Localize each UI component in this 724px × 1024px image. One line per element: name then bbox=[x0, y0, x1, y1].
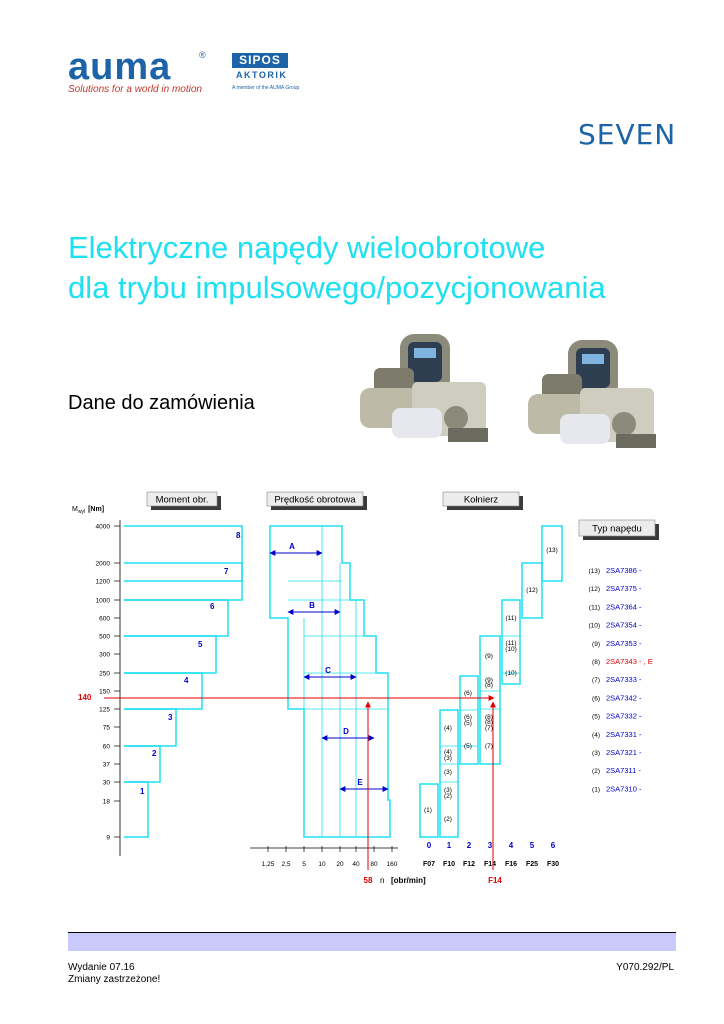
drive-type-code: 2SA7375 - bbox=[606, 584, 642, 594]
drive-type-code: 2SA7311 - bbox=[606, 766, 641, 776]
torque-tick-label: 1000 bbox=[95, 597, 110, 605]
drive-type-number: (4) bbox=[592, 731, 600, 739]
title-line-2: dla trybu impulsowego/pozycjonowania bbox=[68, 270, 606, 305]
drive-type-code: 2SA7354 - bbox=[606, 620, 642, 630]
speed-tick-label: 10 bbox=[318, 861, 326, 868]
flange-cell-label: (6) bbox=[464, 690, 472, 697]
speed-tick-label: 5 bbox=[302, 861, 306, 868]
flange-size-code: F30 bbox=[546, 861, 560, 868]
flange-size-code: F16 bbox=[504, 861, 518, 868]
flange-size-number: 0 bbox=[426, 841, 432, 850]
torque-tick-label: 37 bbox=[102, 761, 110, 769]
flange-cell-label: (10) bbox=[505, 646, 517, 653]
changes-note: Zmiany zastrzeżone! bbox=[68, 974, 161, 985]
auma-tagline: Solutions for a world in motion bbox=[68, 84, 202, 95]
flange-size-number: 5 bbox=[529, 841, 535, 850]
registered-mark: ® bbox=[199, 50, 206, 60]
flange-cell-label: (12) bbox=[526, 587, 538, 594]
flange-cell-label: (2) bbox=[444, 793, 452, 800]
header-drive-type-label: Typ napędu bbox=[592, 523, 642, 535]
drive-type-number: (11) bbox=[588, 604, 600, 612]
drive-type-code: 2SA7333 - bbox=[606, 675, 642, 685]
flange-size-code: F07 bbox=[422, 861, 436, 868]
torque-size-label: 5 bbox=[198, 640, 203, 649]
flange-cell-label: (5) bbox=[464, 743, 472, 750]
speed-axis-ticks bbox=[262, 846, 398, 868]
drive-type-code: 2SA7342 - bbox=[606, 693, 642, 703]
flange-size-code: F10 bbox=[442, 861, 456, 868]
torque-tick-label: 125 bbox=[99, 706, 110, 714]
torque-size-label: 8 bbox=[236, 531, 241, 540]
torque-axis-ticks bbox=[96, 524, 120, 842]
flange-cell-label: (6) bbox=[464, 714, 472, 721]
flange-size-code: F12 bbox=[462, 861, 476, 868]
flange-size-labels bbox=[423, 841, 559, 868]
footer-bar bbox=[68, 932, 676, 951]
flange-cell-label: (8) bbox=[485, 682, 493, 689]
flange-cell-label: (3) bbox=[444, 787, 452, 794]
flange-cell-labels bbox=[424, 547, 558, 823]
auma-brand: auma bbox=[68, 46, 172, 88]
speed-tick-label: 160 bbox=[386, 861, 398, 868]
flange-cell-label: (1) bbox=[424, 807, 432, 814]
drive-type-number: (10) bbox=[588, 622, 600, 630]
drive-type-number: (13) bbox=[588, 568, 600, 575]
speed-tick-label: 2,5 bbox=[281, 861, 291, 868]
drive-type-code: 2SA7386 - bbox=[606, 566, 642, 575]
torque-size-label: 4 bbox=[184, 676, 189, 685]
flange-cell-label: (3) bbox=[444, 769, 452, 776]
flange-size-number: 1 bbox=[446, 841, 452, 850]
sipos-brand: SIPOS bbox=[232, 53, 288, 68]
speed-outline bbox=[270, 526, 390, 837]
flange-cell-label: (7) bbox=[485, 725, 493, 732]
drive-type-code: 2SA7321 - bbox=[606, 748, 642, 757]
speed-range-label: A bbox=[289, 542, 295, 551]
speed-range-label: C bbox=[325, 666, 331, 675]
torque-tick-label: 300 bbox=[99, 651, 110, 659]
speed-panel bbox=[270, 526, 390, 837]
drive-type-number: (2) bbox=[592, 768, 600, 776]
subtitle: Dane do zamówienia bbox=[68, 392, 255, 414]
flange-cell-label: (11) bbox=[505, 615, 517, 622]
torque-size-label: 6 bbox=[210, 602, 215, 611]
flange-cell-label: (8) bbox=[485, 714, 493, 721]
drive-type-code: 2SA7353 - bbox=[606, 638, 642, 648]
flange-size-number: 4 bbox=[508, 841, 514, 850]
header-flange-label: Kołnierz bbox=[463, 494, 499, 506]
flange-cell-label: (8) bbox=[485, 719, 493, 726]
drive-type-code: 2SA7331 - bbox=[606, 729, 642, 739]
speed-tick-label: 80 bbox=[370, 861, 378, 868]
torque-size-label: 1 bbox=[140, 787, 145, 796]
torque-tick-label: 600 bbox=[99, 615, 110, 623]
drive-type-number: (7) bbox=[592, 677, 600, 685]
header-speed-label: Prędkość obrotowa bbox=[274, 494, 356, 506]
flange-cell-label: (5) bbox=[464, 720, 472, 727]
header-speed bbox=[267, 492, 367, 510]
torque-tick-label: 1200 bbox=[95, 578, 110, 586]
speed-axis-label: n bbox=[380, 876, 385, 885]
title-line-1: Elektryczne napędy wieloobrotowe bbox=[68, 230, 546, 265]
torque-tick-label: 250 bbox=[99, 670, 110, 678]
sipos-logo bbox=[232, 53, 332, 93]
flange-cell-label: (4) bbox=[444, 749, 452, 756]
actuator-illustration-1 bbox=[360, 334, 488, 442]
drive-type-list bbox=[588, 566, 652, 793]
flange-cell-label: (11) bbox=[505, 640, 517, 647]
auma-logo bbox=[68, 46, 218, 95]
header-moment bbox=[147, 492, 221, 510]
torque-tick-label: 18 bbox=[102, 798, 110, 806]
page-title bbox=[68, 228, 688, 308]
torque-tick-label: 30 bbox=[102, 779, 110, 787]
sipos-sub: AKTORIK bbox=[236, 70, 288, 80]
torque-size-label: 3 bbox=[168, 713, 173, 722]
speed-tick-label: 20 bbox=[336, 861, 344, 868]
flange-size-code: F14 bbox=[483, 861, 497, 868]
doc-code: Y070.292/PL bbox=[616, 962, 674, 973]
speed-range-label: D bbox=[343, 727, 349, 736]
torque-tick-label: 60 bbox=[102, 743, 110, 751]
torque-tick-label: 2000 bbox=[95, 560, 110, 568]
drive-type-number: (6) bbox=[592, 695, 600, 703]
speed-range-label: B bbox=[309, 601, 315, 610]
torque-axis-label: $M_{wyl}$ [Nm] bbox=[72, 506, 105, 515]
torque-block bbox=[124, 673, 202, 709]
flange-size-number: 6 bbox=[550, 841, 556, 850]
drive-type-number: (5) bbox=[592, 713, 600, 721]
speed-tick-label: 40 bbox=[352, 861, 360, 868]
flange-cell-label: (10) bbox=[505, 670, 517, 677]
drive-type-code: 2SA7364 - bbox=[606, 602, 642, 612]
flange-cell-label: (13) bbox=[546, 547, 558, 554]
torque-tick-label: 500 bbox=[99, 633, 110, 641]
speed-tick-label: 1,25 bbox=[261, 861, 275, 868]
drive-type-number: (3) bbox=[592, 750, 600, 757]
header-flange bbox=[443, 492, 523, 510]
flange-size-number: 3 bbox=[487, 841, 493, 850]
header-moment-label: Moment obr. bbox=[155, 494, 209, 506]
flange-cell-label: (9) bbox=[485, 653, 493, 660]
header-drive-type bbox=[579, 520, 659, 540]
sipos-tagline: A member of the AUMA Group bbox=[232, 85, 300, 91]
torque-size-blocks bbox=[124, 526, 242, 837]
flange-size-number: 2 bbox=[466, 841, 472, 850]
torque-size-label: 7 bbox=[224, 567, 229, 576]
selection-chart bbox=[60, 490, 680, 890]
actuator-photos bbox=[352, 332, 682, 462]
drive-type-number: (9) bbox=[592, 640, 600, 648]
torque-marked-value: 140 bbox=[78, 693, 92, 702]
selected-flange: F14 bbox=[488, 876, 502, 885]
torque-tick-label: 9 bbox=[106, 834, 110, 842]
torque-tick-label: 75 bbox=[102, 724, 110, 732]
drive-type-code: 2SA7332 - bbox=[606, 711, 642, 721]
drive-type-code: 2SA7310 - bbox=[606, 784, 642, 794]
torque-tick-label: 4000 bbox=[95, 523, 110, 531]
drive-type-code: 2SA7343 - , E bbox=[606, 657, 653, 666]
flange-cell-label: (7) bbox=[485, 743, 493, 750]
flange-cell-label: (3) bbox=[444, 755, 452, 762]
speed-range-label: E bbox=[357, 778, 363, 787]
torque-tick-label: 150 bbox=[99, 688, 110, 696]
speed-marked-value: 58 bbox=[363, 876, 373, 885]
flange-cell-label: (9) bbox=[485, 677, 493, 684]
drive-type-number: (8) bbox=[592, 659, 600, 666]
seven-wordmark bbox=[578, 118, 678, 152]
edition: Wydanie 07.16 bbox=[68, 962, 135, 973]
flange-cell-label: (2) bbox=[444, 816, 452, 823]
actuator-illustration-2 bbox=[528, 340, 656, 448]
seven-logo bbox=[578, 118, 678, 159]
flange-size-code: F25 bbox=[525, 861, 539, 868]
footer-left bbox=[68, 962, 160, 986]
speed-axis-unit: [obr/min] bbox=[391, 876, 426, 885]
flange-cell-label: (4) bbox=[444, 725, 452, 732]
seven-text: SEVEN bbox=[578, 118, 677, 151]
drive-type-number: (12) bbox=[588, 586, 600, 594]
torque-size-label: 2 bbox=[152, 749, 157, 758]
drive-type-number: (1) bbox=[592, 786, 600, 794]
